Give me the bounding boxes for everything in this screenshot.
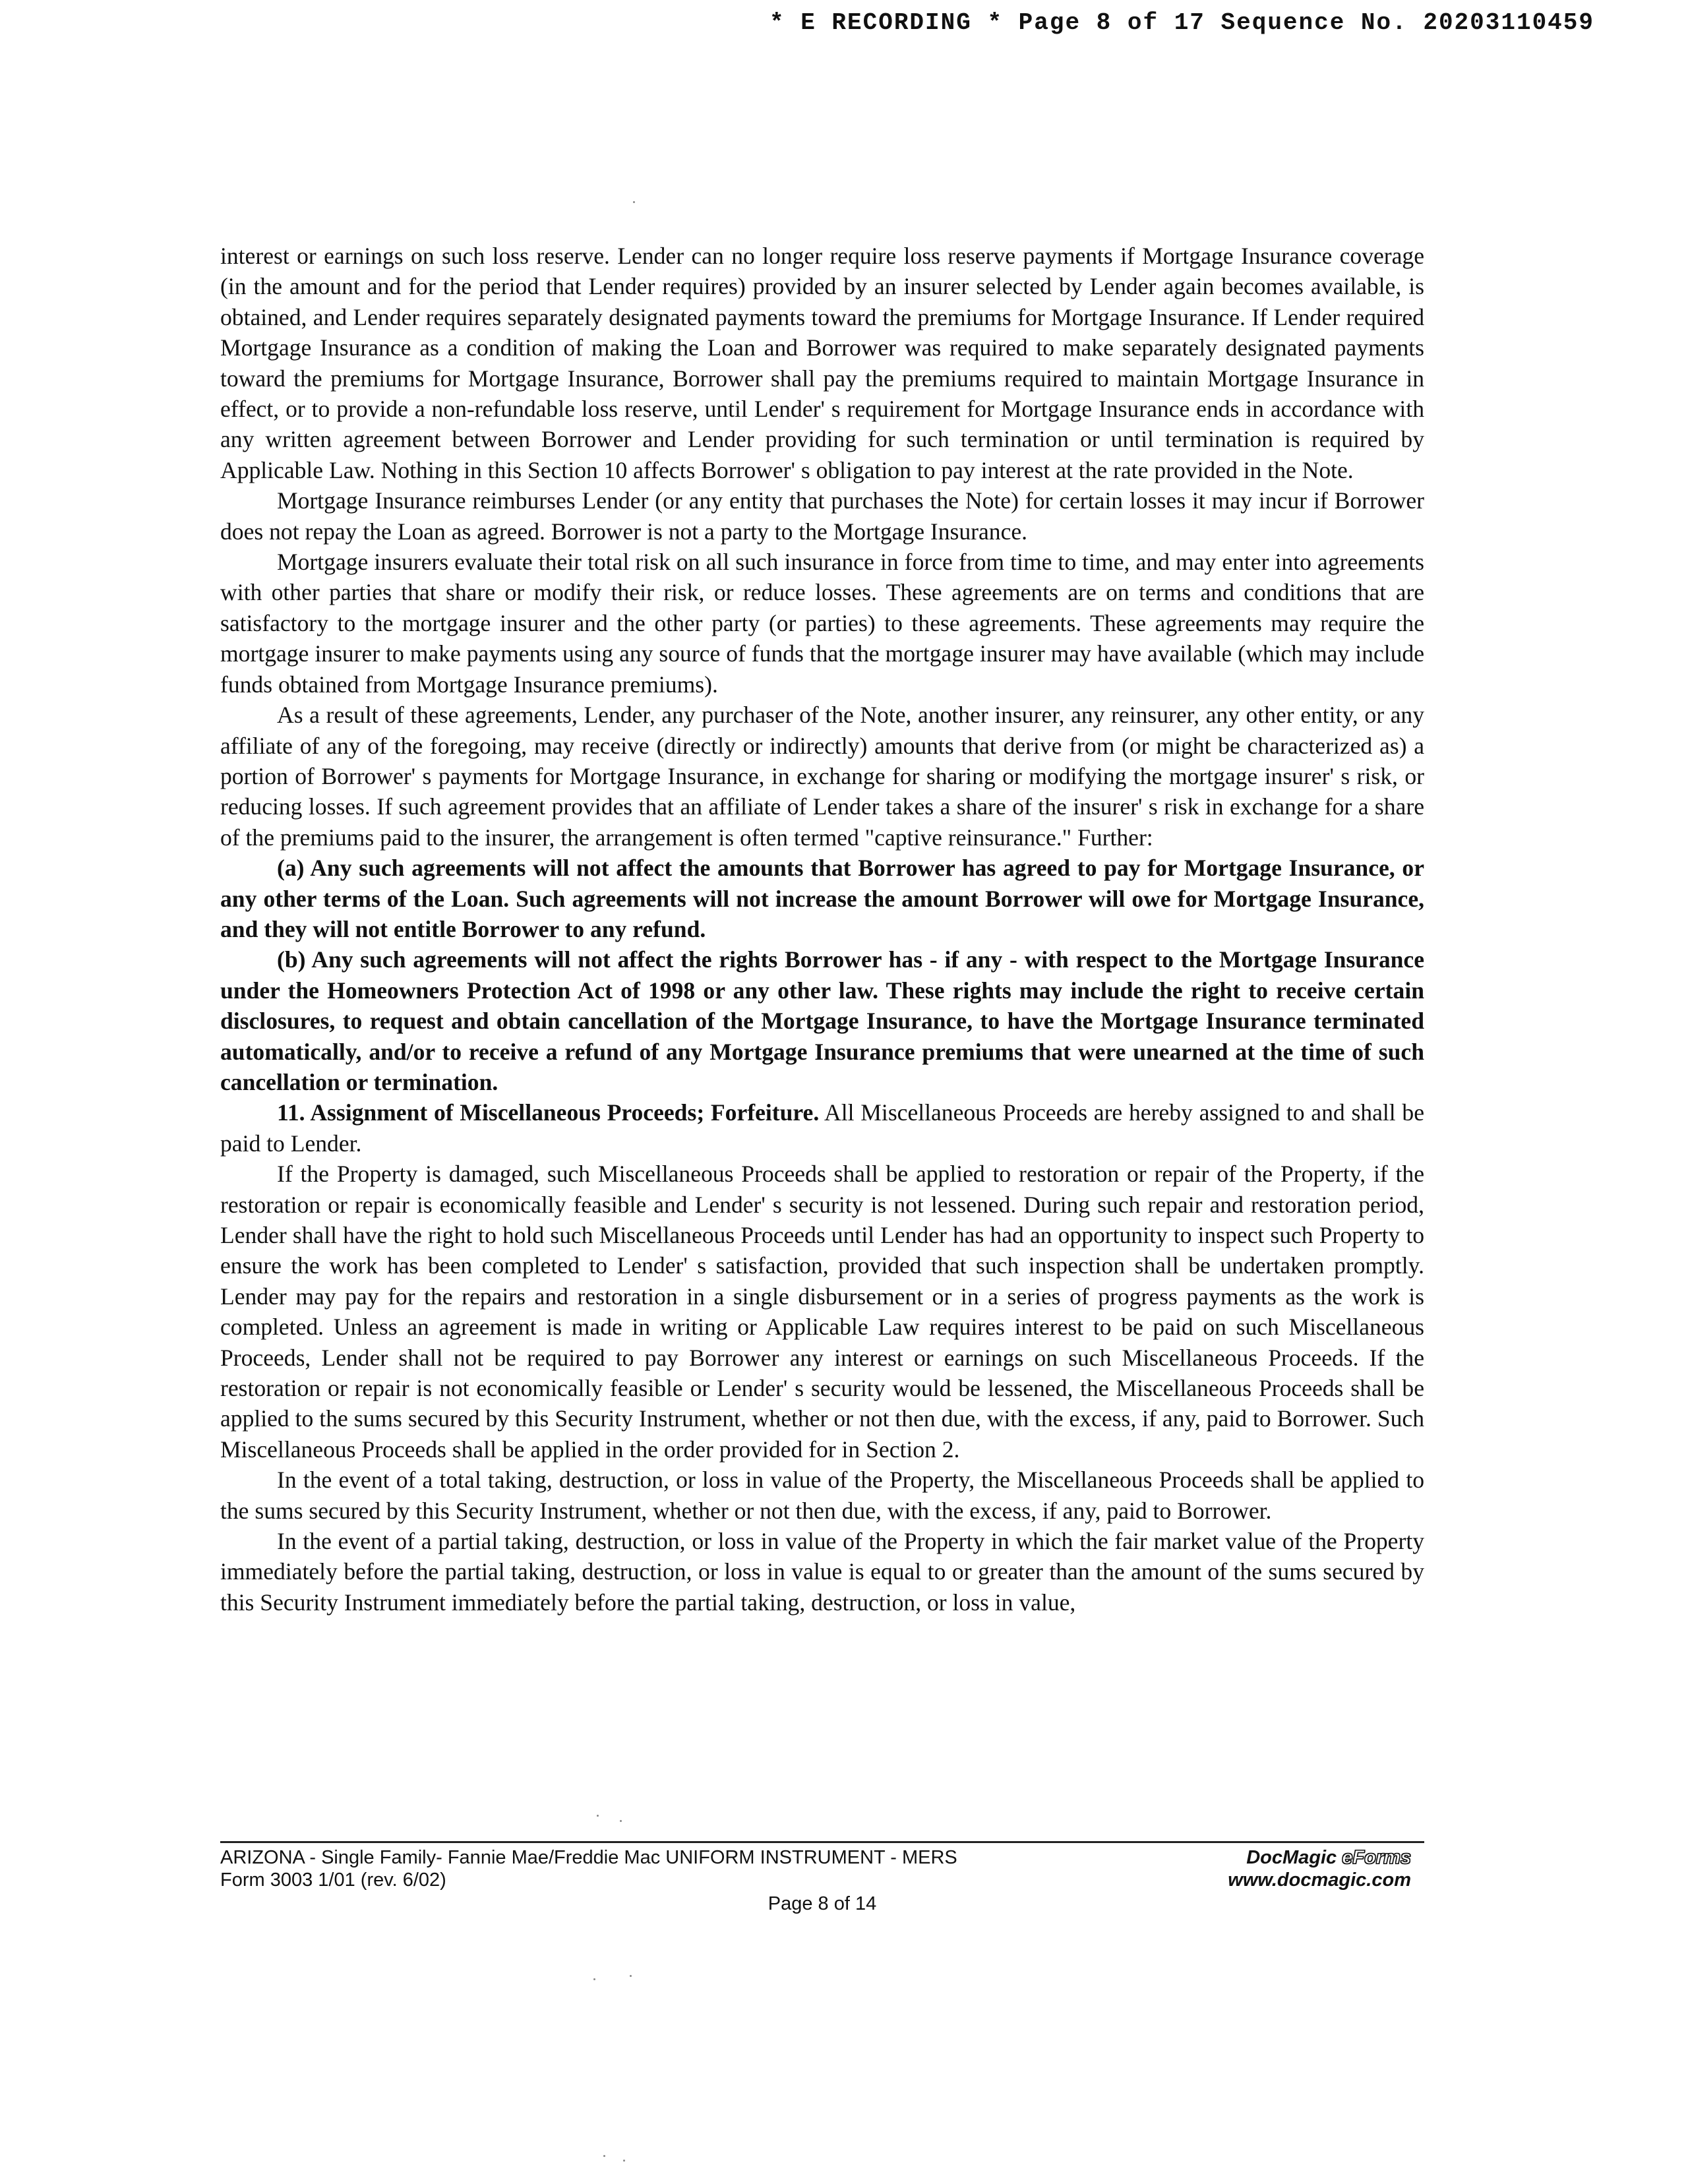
paragraph-property-damaged: If the Property is damaged, such Miscellaneous Proceeds shall be applied to restoration or repair of the Property, if the restoration or repair is economically feasible and Lender' s security is not lessened. During such repair and restoration period, Lender shall have the right to hold such Miscellaneous Proceeds until Lender has had an opportunity to inspect such Property to ensure the work has been completed to Lender' s satisfaction, provided that such inspection shall be undertaken promptly. Lender may pay for the repairs and restoration in a single disbursement or in a series of progress payments as the work is completed. Unless an agreement is made in writing or Applicable Law requires interest to be paid on such Miscellaneous Proceeds, Lender shall not be required to pay Borrower any interest or earnings on such Miscellaneous Proceeds. If the restoration or repair is not economically feasible or Lender' s security would be lessened, the Miscellaneous Proceeds shall be applied to the sums secured by this Security Instrument, whether or not then due, with the excess, if any, paid to Borrower. Such Miscellaneous Proceeds shall be applied in the order provided for in Section 2. [220,1161,1424,1463]
paragraph-clause-b: (b) Any such agreements will not affect the rights Borrower has - if any - with respect to the Mortgage Insurance under the Homeowners Protection Act of 1998 or any other law. These rights may include the right to receive certain disclosures, to request and obtain cancellation of the Mortgage Insurance, to have the Mortgage Insurance terminated automatically, and/or to receive a refund of any Mortgage Insurance premiums that were unearned at the time of such cancellation or termination. [220,946,1424,1095]
docmagic-logo [1228,1846,1411,1869]
page-footer [220,1846,1424,1912]
paragraph-clause-a: (a) Any such agreements will not affect the amounts that Borrower has agreed to pay for Mortgage Insurance, or any other terms of the Loan. Such agreements will not increase the amount Borrower will owe for Mortgage Insurance, and they will not entitle Borrower to any refund. [220,855,1424,942]
scan-speck [603,2155,605,2157]
paragraph-agreements: As a result of these agreements, Lender, any purchaser of the Note, another insurer, any reinsurer, any other entity, or any affiliate of any of the foregoing, may receive (directly or indirectly) amounts that derive from (or might be characterized as) a portion of Borrower' s payments for Mortgage Insurance, in exchange for sharing or modifying the mortgage insurer' s risk, or reducing losses. If such agreement provides that an affiliate of Lender takes a share of the insurer' s risk in exchange for a share of the premiums paid to the insurer, the arrangement is often termed "captive reinsurance." Further: [220,702,1424,851]
recording-header: * E RECORDING * Page 8 of 17 Sequence No. 20203110459 [769,9,1594,36]
paragraph-mi-insurers: Mortgage insurers evaluate their total risk on all such insurance in force from time to time, and may enter into agreements with other parties that share or modify their risk, or reduce losses. These agreements are on terms and conditions that are satisfactory to the mortgage insurer and the other party (or parties) to these agreements. These agreements may require the mortgage insurer to make payments using any source of funds that the mortgage insurer may have available (which may include funds obtained from Mortgage Insurance premiums). [220,549,1424,698]
scan-speck [620,1820,622,1822]
footer-divider [220,1841,1424,1843]
scan-speck [633,201,635,203]
scan-speck [630,1975,632,1977]
scan-speck [597,1815,599,1817]
footer-form-number: Form 3003 1/01 (rev. 6/02) [220,1869,446,1891]
paragraph-loss-reserve: interest or earnings on such loss reserve. Lender can no longer require loss reserve payments if Mortgage Insurance coverage (in the amount and for the period that Lender requires) provided by an insurer selected by Lender again becomes available, is obtained, and Lender requires separately designated payments toward the premiums for Mortgage Insurance. If Lender required Mortgage Insurance as a condition of making the Loan and Borrower was required to make separately designated payments toward the premiums for Mortgage Insurance, Borrower shall pay the premiums required to maintain Mortgage Insurance in effect, or to provide a non-refundable loss reserve, until Lender' s requirement for Mortgage Insurance ends in accordance with any written agreement between Borrower and Lender providing for such termination or until termination is required by Applicable Law. Nothing in this Section 10 affects Borrower' s obligation to pay interest at the rate provided in the Note. [220,243,1424,483]
paragraph-section-11 [220,1097,1424,1159]
footer-form-info [220,1846,957,1891]
brand-name: DocMagic [1246,1847,1337,1868]
paragraph-partial-taking: In the event of a partial taking, destruction, or loss in value of the Property in which the fair market value of the Property immediately before the partial taking, destruction, or loss in value is equal to or greater than the amount of the sums secured by this Security Instrument immediately before the partial taking, destruction, or loss in value, [220,1528,1424,1616]
document-body [220,241,1424,1618]
footer-form-title: ARIZONA - Single Family- Fannie Mae/Freddie Mac UNIFORM INSTRUMENT - MERS [220,1847,957,1868]
section-11-text: All Miscellaneous Proceeds are hereby assigned to and shall be paid to Lender. [220,1099,1425,1157]
footer-page-number: Page 8 of 14 [768,1893,877,1914]
paragraph-total-taking: In the event of a total taking, destruction, or loss in value of the Property, the Miscellaneous Proceeds shall be applied to the sums secured by this Security Instrument, whether or not then due, with the excess, if any, paid to Borrower. [220,1467,1424,1524]
scan-speck [593,1978,595,1980]
section-11-heading: 11. Assignment of Miscellaneous Proceeds; Forfeiture. [277,1099,820,1126]
footer-website: www.docmagic.com [1228,1869,1411,1891]
paragraph-mi-reimburses: Mortgage Insurance reimburses Lender (or any entity that purchases the Note) for certain losses it may incur if Borrower does not repay the Loan as agreed. Borrower is not a party to the Mortgage Insurance. [220,487,1424,545]
eforms-logo: eForms [1342,1847,1411,1868]
scan-speck [623,2160,625,2162]
footer-brand [1228,1846,1411,1891]
